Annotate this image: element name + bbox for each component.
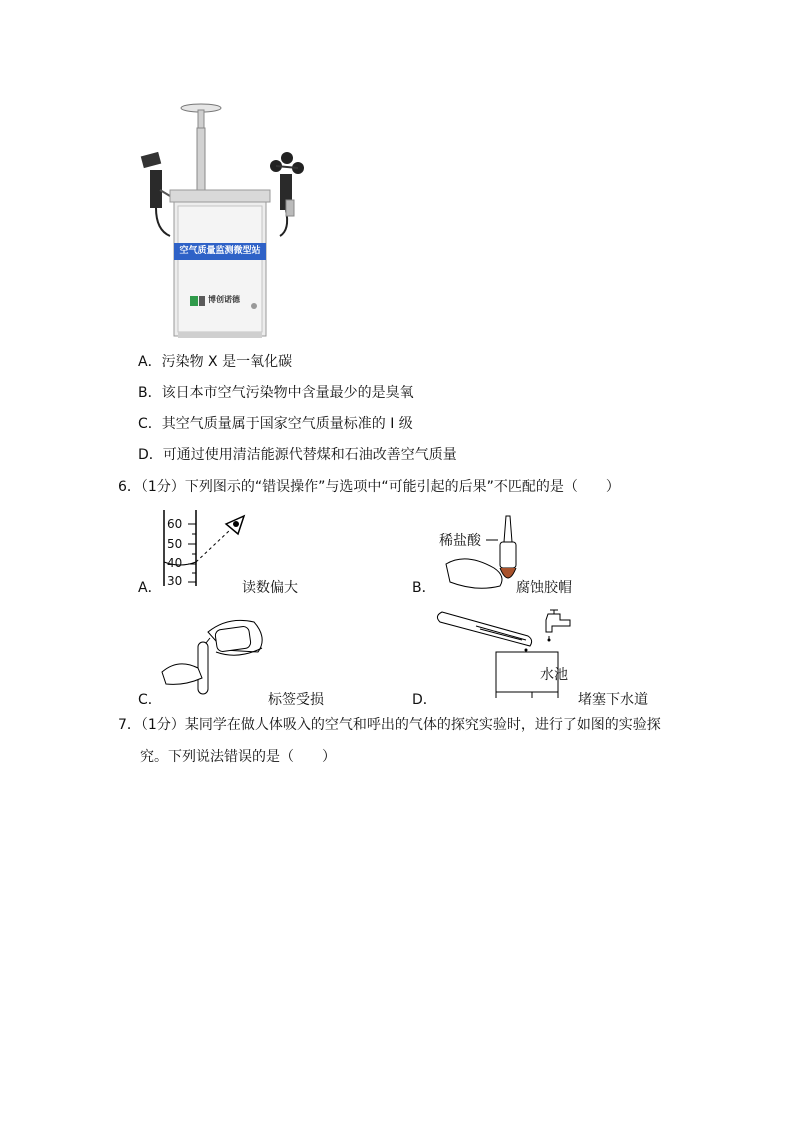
q5-option-d bbox=[138, 445, 457, 465]
q6-stem: 6．（1分）下列图示的“错误操作”与选项中“可能引起的后果”不匹配的是（ ） bbox=[118, 479, 620, 495]
q5-option-c-text: 其空气质量属于国家空气质量标准的 I 级 bbox=[161, 416, 413, 432]
cylinder-tick-40: 40 bbox=[167, 556, 183, 570]
pouring-reagent-drawing bbox=[158, 608, 278, 698]
q6-option-d-letter: D． bbox=[412, 692, 437, 708]
q6-option-c-caption: 标签受损 bbox=[268, 692, 324, 708]
q5-option-c bbox=[138, 414, 413, 434]
q6-option-a-caption: 读数偏大 bbox=[242, 580, 298, 596]
cylinder-tick-60: 60 bbox=[167, 517, 183, 531]
dropper-label: 稀盐酸 bbox=[439, 533, 481, 549]
q5-option-a bbox=[138, 352, 292, 372]
sink-label: 水池 bbox=[540, 667, 568, 683]
air-monitor-station-figure bbox=[130, 100, 320, 340]
sink-drain-drawing bbox=[436, 606, 586, 698]
q5-option-b-letter: B． bbox=[138, 385, 162, 401]
q6-option-c-letter: C． bbox=[138, 692, 162, 708]
q7-stem-line1: 7．（1分）某同学在做人体吸入的空气和呼出的气体的探究实验时，进行了如图的实验探 bbox=[118, 717, 661, 733]
q6-figure-d bbox=[436, 606, 586, 698]
q7-stem-line2: 究。下列说法错误的是（ ） bbox=[140, 749, 336, 765]
q5-option-b-text: 该日本市空气污染物中含量最少的是臭氧 bbox=[161, 385, 414, 401]
q5-option-b bbox=[138, 383, 414, 403]
q6-option-b-caption: 腐蚀胶帽 bbox=[516, 580, 572, 596]
cylinder-tick-30: 30 bbox=[167, 574, 183, 588]
station-brand-logo: 博创诺德 bbox=[208, 295, 240, 304]
q5-option-d-letter: D． bbox=[138, 447, 163, 463]
station-panel-label: 空气质量监测微型站 bbox=[179, 246, 261, 256]
cylinder-tick-50: 50 bbox=[167, 537, 183, 551]
q5-option-c-letter: C． bbox=[138, 416, 162, 432]
q6-option-d-caption: 堵塞下水道 bbox=[578, 692, 648, 708]
q6-figure-c bbox=[158, 608, 278, 698]
q5-option-a-text: 污染物 X 是一氧化碳 bbox=[161, 354, 293, 370]
q6-option-a-letter: A． bbox=[138, 580, 162, 596]
q5-option-a-letter: A． bbox=[138, 354, 162, 370]
q5-option-d-text: 可通过使用清洁能源代替煤和石油改善空气质量 bbox=[162, 447, 457, 463]
q6-option-b-letter: B． bbox=[412, 580, 436, 596]
